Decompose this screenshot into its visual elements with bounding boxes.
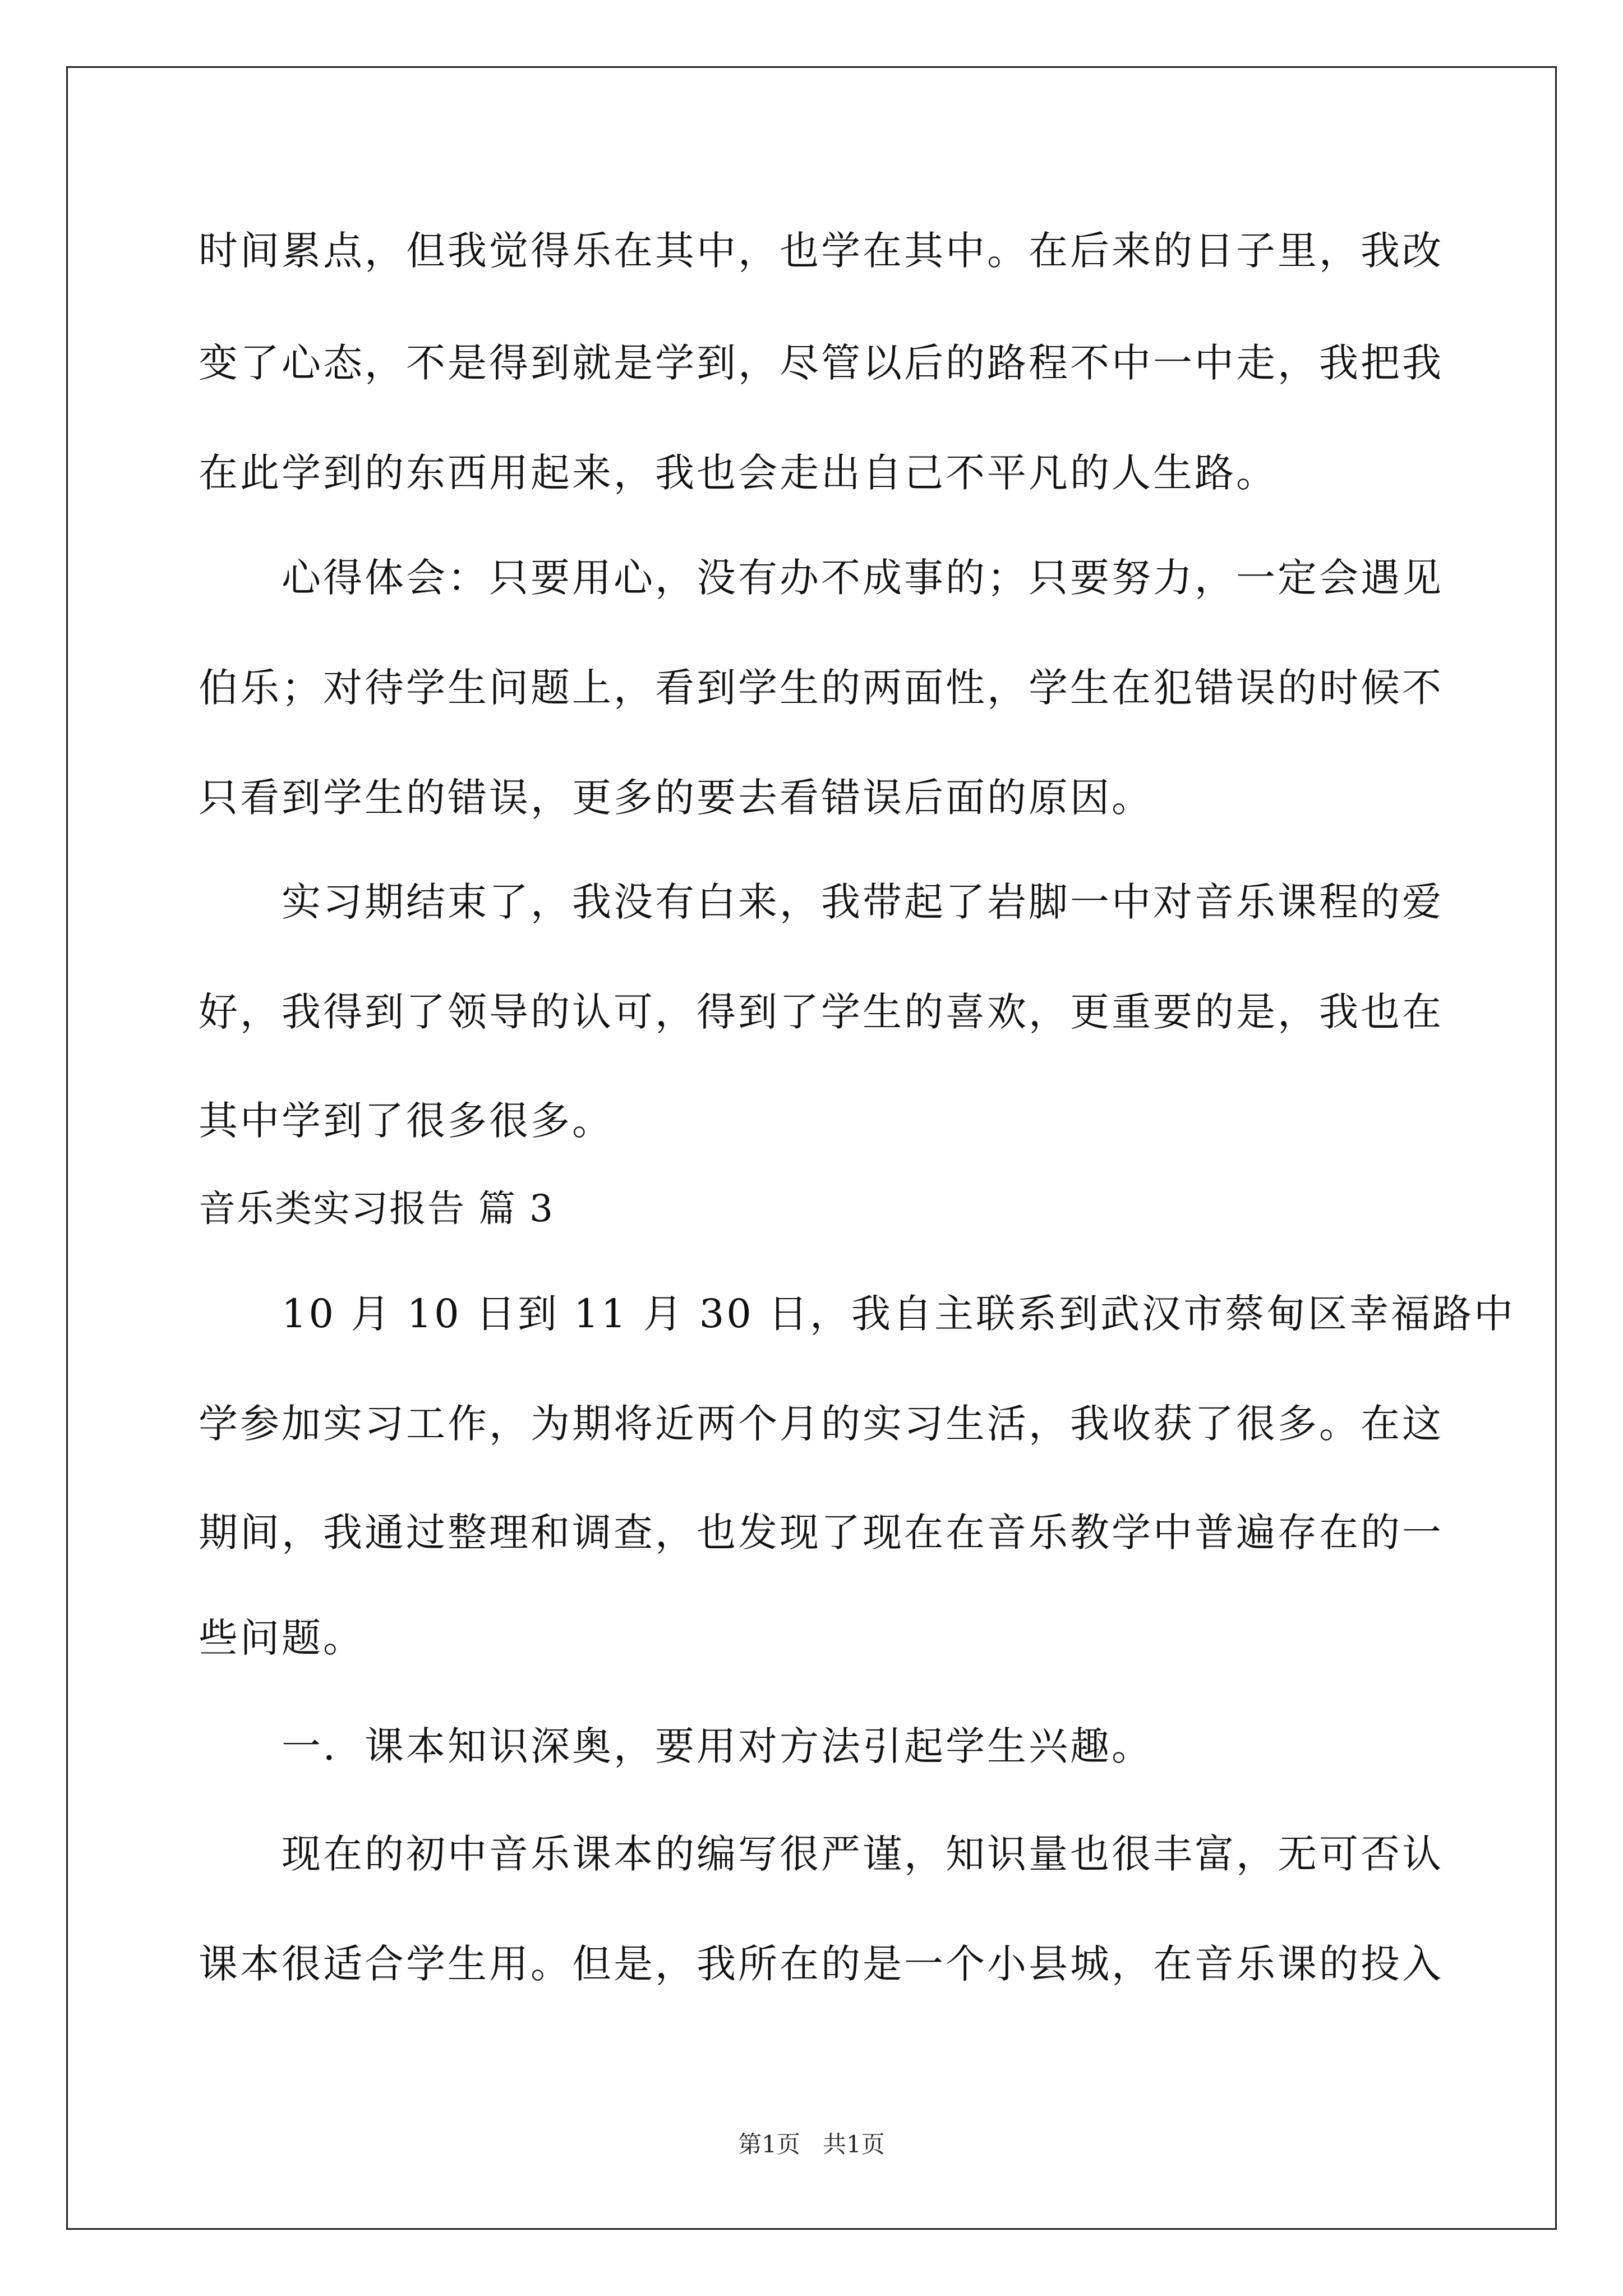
text-line: 在此学到的东西用起来，我也会走出自己不平凡的人生路。: [199, 450, 1278, 496]
paragraph-start: 实习期结束了，我没有白来，我带起了岩脚一中对音乐课程的爱: [282, 879, 1444, 925]
page-footer: 第1页 共1页: [738, 2131, 885, 2158]
text-line: 其中学到了很多很多。: [199, 1098, 614, 1144]
text-line: 时间累点，但我觉得乐在其中，也学在其中。在后来的日子里，我改: [199, 228, 1444, 274]
list-heading: 一．课本知识深奥，要用对方法引起学生兴趣。: [282, 1723, 1153, 1769]
paragraph-start: 10 月 10 日到 11 月 30 日，我自主联系到武汉市蔡甸区幸福路中: [282, 1291, 1516, 1337]
text-line: 些问题。: [199, 1615, 365, 1661]
text-line: 只看到学生的错误，更多的要去看错误后面的原因。: [199, 775, 1153, 821]
text-line: 好，我得到了领导的认可，得到了学生的喜欢，更重要的是，我也在: [199, 989, 1444, 1035]
text-line: 变了心态，不是得到就是学到，尽管以后的路程不中一中走，我把我: [199, 340, 1444, 386]
text-line: 伯乐；对待学生问题上，看到学生的两面性，学生在犯错误的时候不: [199, 665, 1444, 711]
page-border: [66, 66, 1557, 2230]
paragraph-start: 心得体会：只要用心，没有办不成事的；只要努力，一定会遇见: [282, 555, 1444, 601]
text-line: 期间，我通过整理和调查，也发现了现在在音乐教学中普遍存在的一: [199, 1510, 1444, 1556]
text-line: 课本很适合学生用。但是，我所在的是一个小县城，在音乐课的投入: [199, 1941, 1444, 1987]
paragraph-start: 现在的初中音乐课本的编写很严谨，知识量也很丰富，无可否认: [282, 1831, 1444, 1877]
section-heading: 音乐类实习报告 篇 3: [199, 1187, 554, 1230]
text-line: 学参加实习工作，为期将近两个月的实习生活，我收获了很多。在这: [199, 1401, 1444, 1447]
